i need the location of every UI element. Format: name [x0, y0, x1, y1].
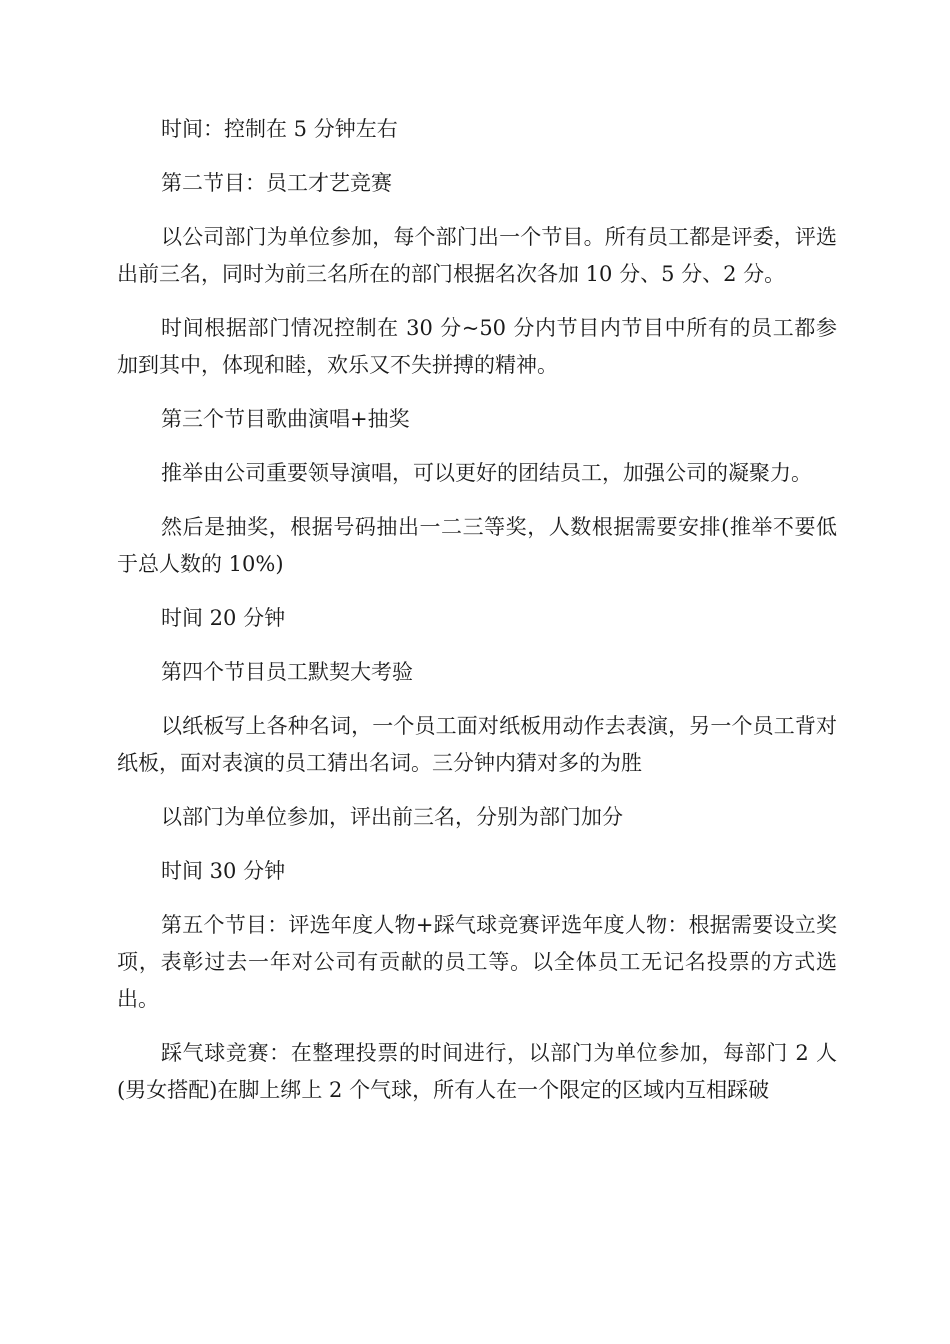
document-body: [117, 111, 837, 1126]
paragraph-program-4-time: 时间 30 分钟: [161, 859, 286, 883]
paragraph-program-3-lottery: 然后是抽奖，根据号码抽出一二三等奖，人数根据需要安排(推举不要低于总人数的 10%): [117, 515, 837, 576]
paragraph-program-4-rules: 以纸板写上各种名词，一个员工面对纸板用动作去表演，另一个员工背对纸板，面对表演的员工猜出名词。三分钟内猜对多的为胜: [117, 714, 837, 775]
paragraph-program-2-time: 时间根据部门情况控制在 30 分~50 分内节目内节目中所有的员工都参加到其中，体现和睦，欢乐又不失拼搏的精神。: [117, 316, 837, 377]
paragraph-time-5min: 时间：控制在 5 分钟左右: [161, 117, 398, 141]
paragraph-program-3-time: 时间 20 分钟: [161, 606, 286, 630]
paragraph-program-3-singing: 推举由公司重要领导演唱，可以更好的团结员工，加强公司的凝聚力。: [161, 461, 812, 485]
paragraph-program-2-rules: 以公司部门为单位参加，每个部门出一个节目。所有员工都是评委，评选出前三名，同时为前三名所在的部门根据名次各加 10 分、5 分、2 分。: [117, 225, 837, 286]
paragraph-program-2-title: 第二节目：员工才艺竞赛: [161, 171, 392, 195]
paragraph-program-5-title: 第五个节目：评选年度人物+踩气球竞赛评选年度人物：根据需要设立奖项，表彰过去一年对公司有贡献的员工等。以全体员工无记名投票的方式选出。: [117, 913, 837, 1011]
paragraph-program-4-title: 第四个节目员工默契大考验: [161, 660, 413, 684]
paragraph-program-4-scoring: 以部门为单位参加，评出前三名，分别为部门加分: [161, 805, 623, 829]
paragraph-balloon-contest: 踩气球竞赛：在整理投票的时间进行，以部门为单位参加，每部门 2 人(男女搭配)在脚上绑上 2 个气球，所有人在一个限定的区域内互相踩破: [117, 1041, 837, 1102]
paragraph-program-3-title: 第三个节目歌曲演唱+抽奖: [161, 407, 410, 431]
